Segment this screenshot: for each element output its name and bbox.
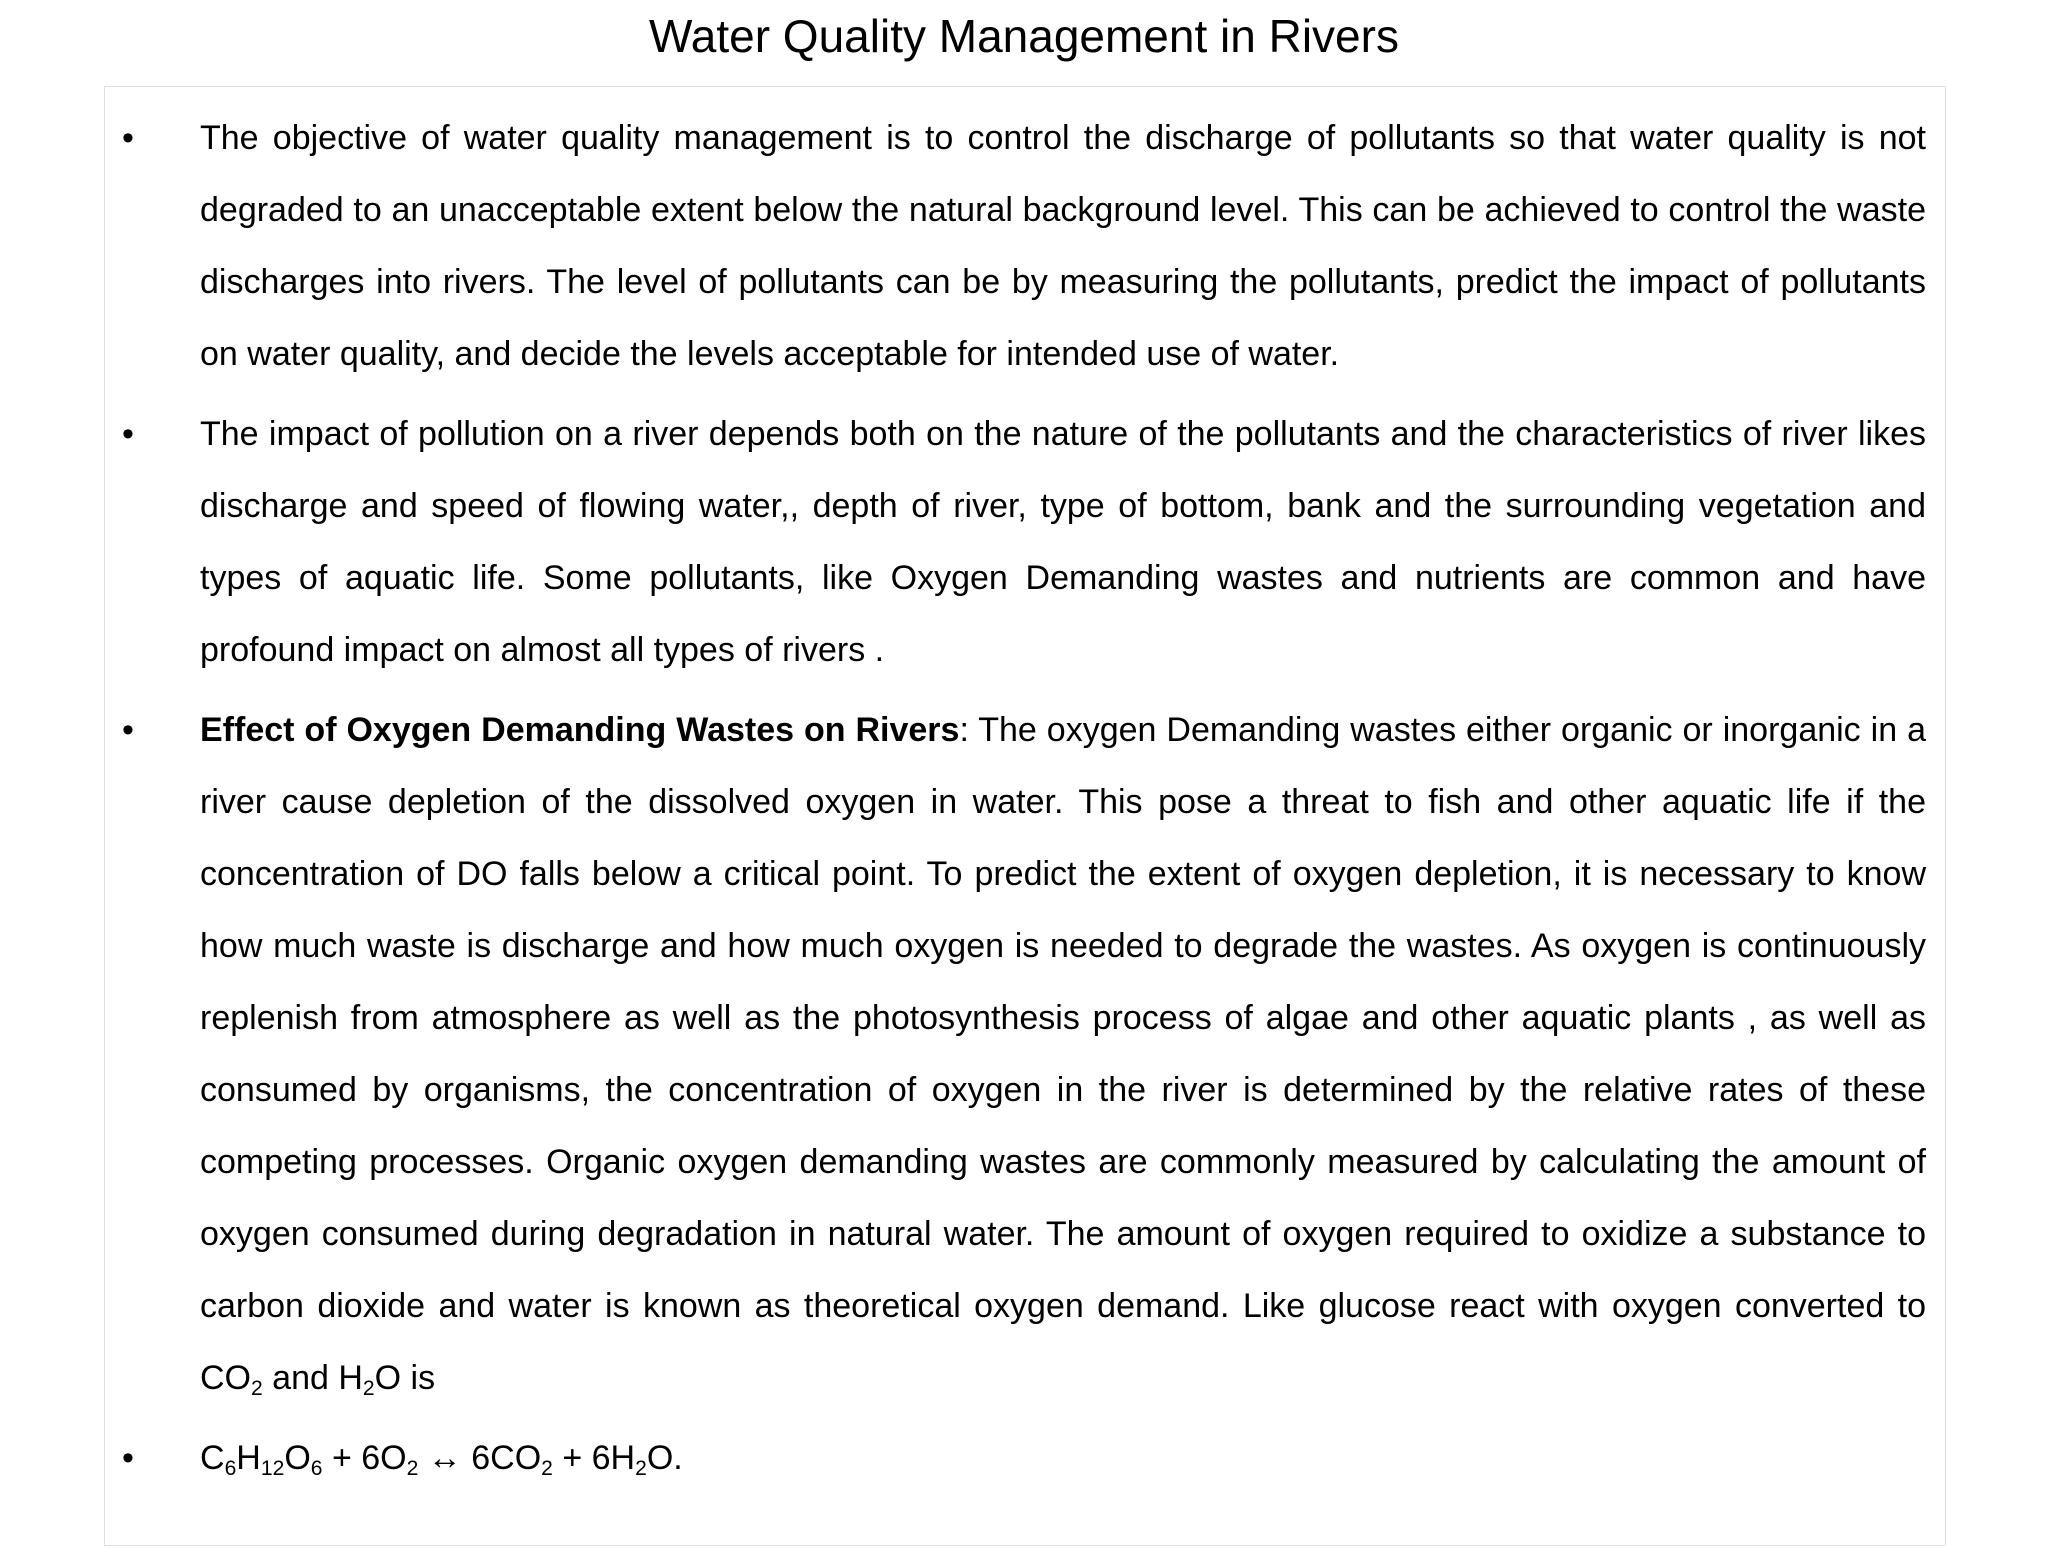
bullet-text [200,694,1926,1414]
equation-part: O [284,1439,311,1477]
subscript: 2 [251,1376,263,1400]
subscript: 2 [406,1456,419,1480]
subscript: 2 [635,1456,647,1480]
slide-title: Water Quality Management in Rivers [649,10,1399,62]
bullet-body-end: O is [374,1359,436,1397]
subscript: 2 [362,1376,375,1400]
equation-part: O. [646,1439,683,1477]
subscript: 6 [310,1456,323,1480]
bullet-marker: • [122,1439,134,1477]
bullet-marker: • [122,415,134,453]
bullet-text: The impact of pollution on a river depends both on the nature of the pollutants and the characteristics of river likes discharge and speed of flowing water,, depth of river, type of bottom, bank and the surrounding vegetation and types of aquatic life. Some pollutants, like Oxygen Demanding wastes and nutrients are common and have profound impact on almost all types of rivers . [200,415,1926,669]
chemical-equation [200,1422,1926,1494]
subscript: 6 [224,1456,237,1480]
bullet-body: : The oxygen Demanding wastes either organic or inorganic in a river cause depletion of the dissolved oxygen in water. This pose a threat to fish and other aquatic life if the concentration of DO falls below a critical point. To predict the extent of oxygen depletion, it is necessary to know how much waste is discharge and how much oxygen is needed to degrade the wastes. As oxygen is continuously replenish from atmosphere as well as the photosynthesis process of algae and other aquatic plants , as well as consumed by organisms, the concentration of oxygen in the river is determined by the relative rates of these competing processes. Organic oxygen demanding wastes are commonly measured by calculating the amount of oxygen consumed during degradation in natural water. The amount of oxygen required to oxidize a substance to carbon dioxide and water is known as theoretical oxygen demand. Like glucose react with oxygen converted to CO [200,711,1926,1397]
equation-part: H [236,1439,261,1477]
bullet-marker: • [122,711,134,749]
subscript: 12 [260,1456,285,1480]
equation-arrow: ↔ 6CO [418,1439,542,1477]
equation-part: C [200,1439,225,1477]
equation-part: + 6H [552,1439,636,1477]
bullet-body-mid: and H [262,1359,363,1397]
equation-part: + 6O [322,1439,407,1477]
bullet-heading: Effect of Oxygen Demanding Wastes on Rivers [200,711,960,749]
bullet-marker: • [122,119,134,157]
bullet-text: The objective of water quality management is to control the discharge of pollutants so that water quality is not degraded to an unacceptable extent below the natural background level. This can be achieved to control the waste discharges into rivers. The level of pollutants can be by measuring the pollutants, predict the impact of pollutants on water quality, and decide the levels acceptable for intended use of water. [200,119,1926,373]
subscript: 2 [541,1456,553,1480]
